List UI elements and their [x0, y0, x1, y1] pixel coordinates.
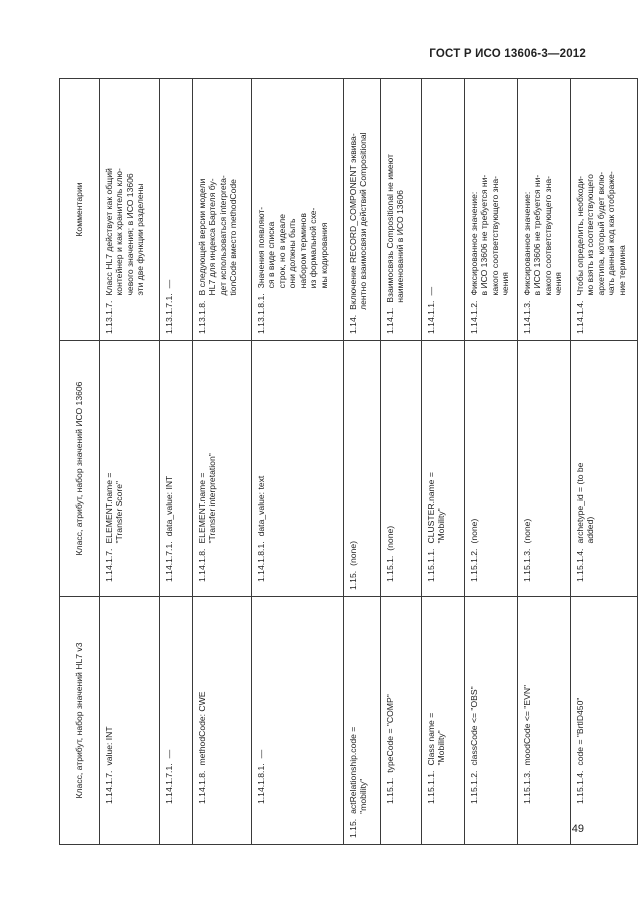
- item-text: CLUSTER.name = "Mobility": [426, 472, 447, 544]
- comment-cell: [193, 79, 252, 341]
- hl7-cell: [252, 597, 344, 845]
- comment-cell: [518, 79, 571, 341]
- hl7-cell: [193, 597, 252, 845]
- hl7-cell: [465, 597, 518, 845]
- column-header-iso: Класс, атрибут, набор значений ИСО 13606: [60, 341, 100, 597]
- hl7-cell: [571, 597, 638, 845]
- item-number: 1.15.1.3.: [522, 548, 532, 582]
- item-number: 1.13.1.7.1.: [164, 293, 174, 334]
- item-number: 1.15.1.1.: [426, 770, 436, 804]
- item-text: —: [164, 749, 174, 759]
- hl7-cell: [381, 597, 422, 845]
- item-number: 1.14.1.7.1.: [164, 541, 174, 582]
- item-text: classCode <= "OBS": [469, 686, 479, 766]
- item-number: 1.15.: [348, 818, 358, 838]
- item-text: actRelationship.code = "mobility": [348, 726, 369, 814]
- table-row: [100, 79, 160, 845]
- item-text: value: INT: [104, 726, 114, 766]
- item-text: (none): [348, 541, 358, 566]
- iso-cell: [160, 341, 193, 597]
- hl7-cell: [422, 597, 465, 845]
- item-number: 1.15.: [348, 570, 358, 590]
- item-number: 1.14.1.3.: [522, 300, 532, 334]
- item-number: 1.14.1.8.: [197, 548, 207, 582]
- table-row: [160, 79, 193, 845]
- item-number: 1.14.1.2.: [469, 300, 479, 334]
- item-number: 1.15.1.: [385, 777, 395, 804]
- item-text: (none): [522, 518, 532, 544]
- iso-cell: [422, 341, 465, 597]
- item-number: 1.14.1.1.: [426, 300, 436, 334]
- item-number: 1.15.1.4.: [575, 548, 585, 582]
- hl7-cell: [160, 597, 193, 845]
- item-number: 1.15.1.1.: [426, 548, 436, 582]
- item-text: archetype_id = (to be added): [575, 462, 596, 544]
- item-text: code = "BrtlD450": [575, 697, 585, 766]
- table-header-row: [60, 79, 100, 845]
- item-number: 1.14.1.: [385, 307, 395, 334]
- item-number: 1.14.: [348, 314, 358, 334]
- comment-cell: [100, 79, 160, 341]
- item-text: (none): [469, 518, 479, 544]
- item-text: methodCode: CWE: [197, 691, 207, 766]
- item-number: 1.14.1.7.: [104, 770, 114, 804]
- item-text: Фиксированное значение: в ИСО 13606 не требуется ни- какого соответствующего зна- чения: [469, 174, 511, 296]
- item-number: 1.14.1.8.1.: [256, 541, 266, 582]
- item-text: ELEMENT.name = "Transfer Score": [104, 472, 125, 544]
- item-text: Фиксированное значение: в ИСО 13606 не требуется ни- какого соответствующего зна- чения: [522, 174, 564, 296]
- iso-cell: [252, 341, 344, 597]
- item-text: Class name = "Mobility": [426, 712, 447, 766]
- table-row: [465, 79, 518, 845]
- item-number: 1.14.1.7.: [104, 548, 114, 582]
- iso-cell: [571, 341, 638, 597]
- item-number: 1.14.1.8.1.: [256, 763, 266, 804]
- comment-cell: [571, 79, 638, 341]
- item-text: —: [426, 286, 436, 296]
- comment-cell: [465, 79, 518, 341]
- comment-cell: [160, 79, 193, 341]
- item-text: Взаимосвязь Compositional не имеют наименований в ИСО 13606: [385, 154, 406, 303]
- table-row: [381, 79, 422, 845]
- item-number: 1.13.1.7.: [104, 300, 114, 334]
- comment-cell: [252, 79, 344, 341]
- item-number: 1.15.1.3.: [522, 770, 532, 804]
- item-text: data_value: text: [256, 475, 266, 537]
- hl7-cell: [344, 597, 381, 845]
- item-text: —: [256, 749, 266, 759]
- item-number: 1.13.1.8.1.: [256, 293, 266, 334]
- iso-cell: [100, 341, 160, 597]
- item-number: 1.15.1.: [385, 555, 395, 582]
- iso-cell: [518, 341, 571, 597]
- comment-cell: [381, 79, 422, 341]
- item-text: —: [164, 279, 174, 289]
- item-number: 1.13.1.8.: [197, 300, 207, 334]
- item-number: 1.15.1.2.: [469, 770, 479, 804]
- item-text: ELEMENT.name = "Transfer interpretation": [197, 453, 218, 544]
- item-text: moodCode <= "EVN": [522, 684, 532, 766]
- item-number: 1.15.1.4.: [575, 770, 585, 804]
- hl7-cell: [518, 597, 571, 845]
- iso-cell: [465, 341, 518, 597]
- item-text: Чтобы определить, необходи- мо взять из соответствующего архетипа, который будет вклю- чать данный код как отображе- ние термина: [575, 171, 627, 296]
- hl7-cell: [100, 597, 160, 845]
- item-text: typeCode = "COMP": [385, 694, 395, 773]
- mapping-table: [59, 78, 638, 845]
- comment-cell: [422, 79, 465, 341]
- table-row: [422, 79, 465, 845]
- table-row: [193, 79, 252, 845]
- item-text: Включение RECORD_COMPONENT эквива- лентно взаимосвязи действий Compositional: [348, 132, 369, 310]
- item-text: data_value: INT: [164, 475, 174, 537]
- column-header-comments: Комментарии: [60, 79, 100, 341]
- table-row: [571, 79, 638, 845]
- document-header: ГОСТ Р ИСО 13606-3—2012: [429, 48, 586, 60]
- item-number: 1.14.1.4.: [575, 300, 585, 334]
- iso-cell: [381, 341, 422, 597]
- item-number: 1.14.1.8.: [197, 770, 207, 804]
- item-number: 1.15.1.2.: [469, 548, 479, 582]
- item-text: В следующей версии модели HL7 для индекса Бартеля бу- дет использоваться interpreta- tionCode вместо methodCode: [197, 175, 239, 296]
- item-text: Значения появляют- ся в виде списка строк, но в идеале они должны быть набором терминов из формальной схе- мы кодирования: [256, 206, 329, 289]
- item-text: Класс HL7 действует как общий контейнер и как хранитель клю- чевого значения; в ИСО 13606 эти две функции разделены: [104, 168, 146, 296]
- table-row: [344, 79, 381, 845]
- iso-cell: [193, 341, 252, 597]
- comment-cell: [344, 79, 381, 341]
- page-number: 49: [571, 823, 584, 835]
- item-number: 1.14.1.7.1.: [164, 763, 174, 804]
- column-header-hl7: Класс, атрибут, набор значений HL7 v3: [60, 597, 100, 845]
- item-text: (none): [385, 525, 395, 551]
- table-row: [518, 79, 571, 845]
- iso-cell: [344, 341, 381, 597]
- table-row: [252, 79, 344, 845]
